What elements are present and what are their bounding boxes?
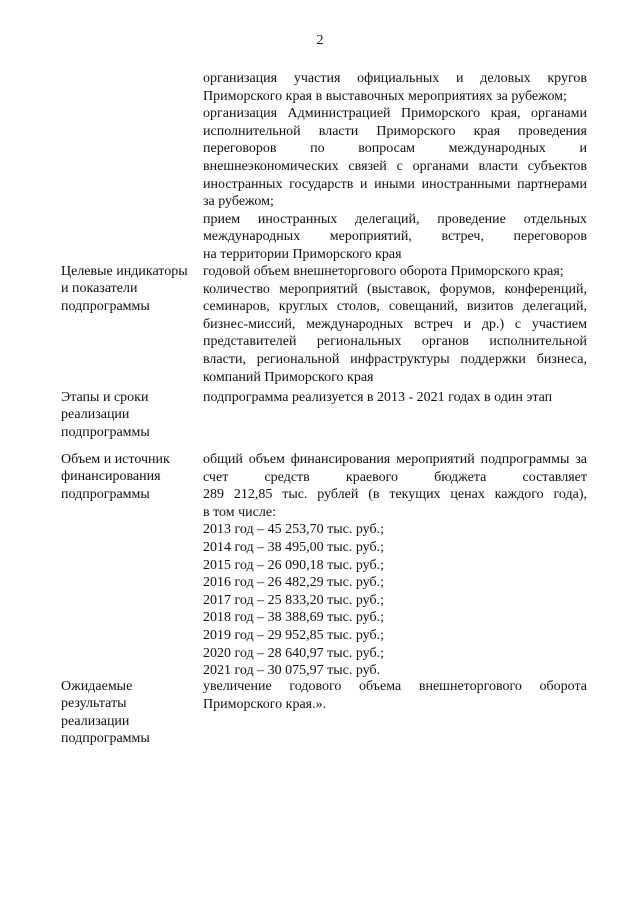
text-line: количество мероприятий (выставок, форумов, конференций,	[203, 281, 587, 297]
label-line: и показатели	[61, 281, 138, 297]
text-line: представителей региональных органов исполнительной	[203, 334, 587, 350]
text-line: 2020 год – 28 640,97 тыс. руб.;	[203, 645, 384, 661]
section-label	[61, 451, 196, 503]
text-line: общий объем финансирования мероприятий подпрограммы за	[203, 452, 587, 467]
text-line: внешнеэкономических связей с органами власти субъектов	[203, 158, 587, 174]
label-line: подпрограммы	[61, 424, 150, 440]
text-line: иностранных государств и иными иностранными партнерами	[203, 176, 587, 192]
text-line: счет средств краевого бюджета составляет	[203, 469, 587, 485]
text-line: 289 212,85 тыс. рублей (в текущих ценах каждого года),	[203, 487, 587, 503]
section-content	[203, 389, 587, 407]
section-content	[203, 70, 587, 264]
text-line: 2019 год – 29 952,85 тыс. руб.;	[203, 627, 384, 643]
label-line: Целевые индикаторы	[61, 264, 188, 279]
text-line: годовой объем внешнеторгового оборота Приморского края;	[203, 264, 564, 279]
text-line: на территории Приморского края	[203, 246, 402, 262]
label-line: Объем и источник	[61, 452, 170, 467]
label-line: подпрограммы	[61, 731, 150, 747]
label-line: Этапы и сроки	[61, 390, 149, 405]
section-label	[61, 389, 196, 441]
text-line: прием иностранных делегаций, проведение отдельных	[203, 211, 587, 227]
text-line: семинаров, круглых столов, совещаний, визитов делегаций,	[203, 299, 587, 315]
label-line: Ожидаемые	[61, 679, 133, 694]
text-line: Приморского края.».	[203, 696, 327, 712]
text-line: 2021 год – 30 075,97 тыс. руб.	[203, 663, 381, 679]
text-line: компаний Приморского края	[203, 369, 374, 385]
text-line: 2016 год – 26 482,29 тыс. руб.;	[203, 575, 384, 591]
text-line: за рубежом;	[203, 194, 274, 210]
section-label	[61, 678, 196, 748]
text-line: исполнительной власти Приморского края проведения	[203, 123, 587, 139]
text-line: власти, региональной инфраструктуры поддержки бизнеса,	[203, 351, 587, 367]
label-line: подпрограммы	[61, 486, 150, 502]
section-content	[203, 263, 587, 386]
text-line: организация участия официальных и деловых кругов	[203, 71, 587, 86]
label-line: реализации	[61, 407, 130, 423]
text-line: подпрограмма реализуется в 2013 - 2021 годах в один этап	[203, 390, 553, 405]
text-line: 2013 год – 45 253,70 тыс. руб.;	[203, 522, 384, 538]
text-line: 2015 год – 26 090,18 тыс. руб.;	[203, 557, 384, 573]
section-content	[203, 678, 587, 713]
label-line: финансирования	[61, 469, 161, 485]
text-line: международных мероприятий, встреч, переговоров	[203, 229, 587, 245]
text-line: увеличение годового объема внешнеторгового оборота	[203, 679, 587, 694]
text-line: переговоров по вопросам международных и	[203, 141, 587, 157]
label-line: подпрограммы	[61, 298, 150, 314]
text-line: бизнес-миссий, международных встреч и др.) с участием	[203, 316, 587, 332]
text-line: 2014 год – 38 495,00 тыс. руб.;	[203, 539, 384, 555]
section-content	[203, 451, 587, 680]
section-label	[61, 263, 196, 315]
label-line: реализации	[61, 713, 130, 729]
page-number: 2	[316, 33, 324, 48]
text-line: 2017 год – 25 833,20 тыс. руб.;	[203, 592, 384, 608]
text-line: организация Администрацией Приморского края, органами	[203, 106, 587, 122]
text-line: в том числе:	[203, 504, 276, 520]
text-line: 2018 год – 38 388,69 тыс. руб.;	[203, 610, 384, 626]
label-line: результаты	[61, 696, 127, 712]
text-line: Приморского края в выставочных мероприятиях за рубежом;	[203, 88, 567, 104]
